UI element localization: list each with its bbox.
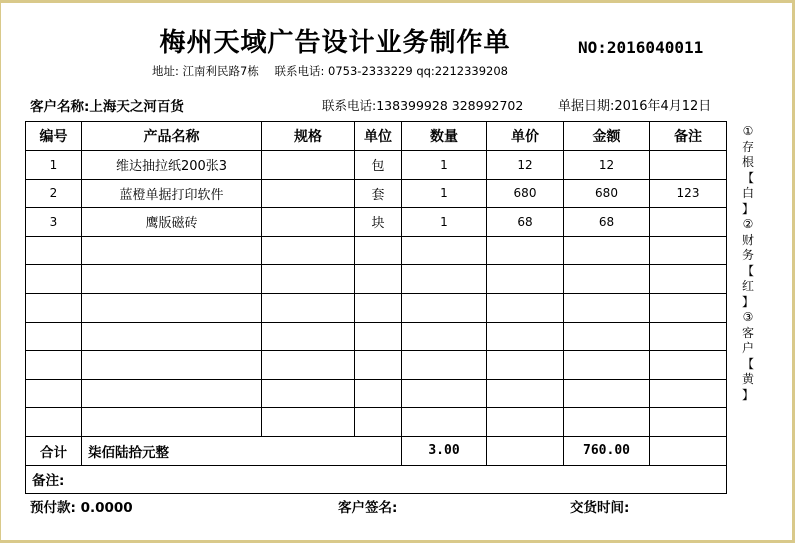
cell-no[interactable] xyxy=(26,322,82,351)
cell-amount[interactable]: 68 xyxy=(564,208,650,237)
remark-row[interactable] xyxy=(26,465,727,493)
cell-note[interactable]: 123 xyxy=(650,179,727,208)
cell-no[interactable] xyxy=(26,236,82,265)
side-note-char: 根 xyxy=(741,155,754,169)
cell-spec[interactable] xyxy=(262,179,355,208)
cell-no[interactable] xyxy=(26,408,82,437)
document-title: 梅州天域广告设计业务制作单 xyxy=(159,28,511,58)
cell-amount[interactable]: 12 xyxy=(564,151,650,180)
cell-unit-price[interactable] xyxy=(487,293,564,322)
cell-product-name[interactable] xyxy=(82,322,262,351)
company-contact: 联系电话: 0753-2333229 qq:2212339208 xyxy=(274,64,508,78)
side-note-char: ② xyxy=(742,217,754,231)
cell-unit-price[interactable] xyxy=(487,265,564,294)
cell-note[interactable] xyxy=(650,208,727,237)
remark-label[interactable]: 备注: xyxy=(26,465,727,493)
window-frame-left xyxy=(0,0,1,543)
cell-note[interactable] xyxy=(650,151,727,180)
prepaid-amount: 预付款: 0.0000 xyxy=(30,500,133,516)
side-note-char: 客 xyxy=(741,325,754,340)
cell-no[interactable]: 2 xyxy=(26,179,82,208)
side-note-char: 【 xyxy=(741,263,754,278)
total-quantity: 3.00 xyxy=(402,436,487,465)
side-note-char: 务 xyxy=(741,248,754,262)
cell-amount[interactable] xyxy=(564,379,650,408)
side-note-char: 户 xyxy=(741,341,754,355)
cell-spec[interactable] xyxy=(262,293,355,322)
side-note-char: 【 xyxy=(741,356,754,371)
table-row[interactable] xyxy=(26,322,727,351)
cell-quantity[interactable] xyxy=(402,293,487,322)
cell-note[interactable] xyxy=(650,293,727,322)
table-row[interactable] xyxy=(26,208,727,237)
cell-note[interactable] xyxy=(650,379,727,408)
side-note-char: 存 xyxy=(741,139,754,154)
cell-amount[interactable] xyxy=(564,236,650,265)
cell-quantity[interactable] xyxy=(402,351,487,380)
cell-amount[interactable] xyxy=(564,351,650,380)
cell-note[interactable] xyxy=(650,322,727,351)
cell-spec[interactable] xyxy=(262,151,355,180)
cell-product-name[interactable] xyxy=(82,236,262,265)
cell-unit-price[interactable] xyxy=(487,408,564,437)
cell-unit-price[interactable] xyxy=(487,322,564,351)
total-price-blank xyxy=(487,436,564,465)
cell-note[interactable] xyxy=(650,408,727,437)
cell-amount[interactable] xyxy=(564,322,650,351)
table-row[interactable] xyxy=(26,179,727,208)
document-date: 单据日期:2016年4月12日 xyxy=(558,99,712,114)
table-row[interactable] xyxy=(26,379,727,408)
cell-product-name[interactable] xyxy=(82,351,262,380)
cell-product-name[interactable]: 维达抽拉纸200张3 xyxy=(82,151,262,180)
cell-quantity[interactable] xyxy=(402,322,487,351)
side-note-char: 红 xyxy=(741,279,754,293)
delivery-time-label: 交货时间: xyxy=(570,500,630,516)
cell-amount[interactable] xyxy=(564,265,650,294)
cell-spec[interactable] xyxy=(262,208,355,237)
table-row[interactable] xyxy=(26,151,727,180)
cell-product-name[interactable]: 鹰版磁砖 xyxy=(82,208,262,237)
cell-spec[interactable] xyxy=(262,322,355,351)
cell-unit[interactable]: 块 xyxy=(355,208,402,237)
cell-quantity[interactable]: 1 xyxy=(402,151,487,180)
order-table xyxy=(25,121,727,494)
cell-product-name[interactable]: 蓝橙单据打印软件 xyxy=(82,179,262,208)
cell-no[interactable]: 3 xyxy=(26,208,82,237)
side-note-char: 财 xyxy=(741,232,754,247)
cell-note[interactable] xyxy=(650,265,727,294)
cell-amount[interactable] xyxy=(564,293,650,322)
header-product-name: 产品名称 xyxy=(82,122,262,151)
cell-no[interactable] xyxy=(26,293,82,322)
header-quantity: 数量 xyxy=(402,122,487,151)
side-note-char: 【 xyxy=(741,170,754,185)
total-amount-in-words: 柒佰陆拾元整 xyxy=(82,436,402,465)
table-row[interactable] xyxy=(26,408,727,437)
total-amount: 760.00 xyxy=(564,436,650,465)
cell-note[interactable] xyxy=(650,351,727,380)
copy-distribution-note xyxy=(739,124,757,403)
side-note-char: ① xyxy=(742,124,754,138)
header-no: 编号 xyxy=(26,122,82,151)
cell-quantity[interactable] xyxy=(402,408,487,437)
cell-product-name[interactable] xyxy=(82,293,262,322)
table-row[interactable] xyxy=(26,236,727,265)
cell-spec[interactable] xyxy=(262,265,355,294)
customer-phone: 联系电话:138399928 328992702 xyxy=(322,98,524,113)
cell-no[interactable] xyxy=(26,351,82,380)
table-row[interactable] xyxy=(26,265,727,294)
cell-quantity[interactable] xyxy=(402,265,487,294)
cell-amount[interactable] xyxy=(564,408,650,437)
cell-quantity[interactable] xyxy=(402,236,487,265)
header-note: 备注 xyxy=(650,122,727,151)
total-label: 合计 xyxy=(26,436,82,465)
customer-name: 客户名称:上海天之河百货 xyxy=(30,99,184,115)
header-spec: 规格 xyxy=(262,122,355,151)
document-number: NO:2016040011 xyxy=(578,38,704,57)
side-note-char: 】 xyxy=(741,387,754,402)
cell-unit-price[interactable]: 12 xyxy=(487,151,564,180)
side-note-char: 白 xyxy=(741,186,754,200)
table-row[interactable] xyxy=(26,293,727,322)
cell-quantity[interactable]: 1 xyxy=(402,208,487,237)
cell-amount[interactable]: 680 xyxy=(564,179,650,208)
company-contact-line xyxy=(152,63,520,79)
cell-unit-price[interactable] xyxy=(487,236,564,265)
cell-unit[interactable] xyxy=(355,408,402,437)
cell-unit-price[interactable]: 68 xyxy=(487,208,564,237)
cell-unit[interactable] xyxy=(355,236,402,265)
cell-no[interactable]: 1 xyxy=(26,151,82,180)
cell-unit[interactable]: 套 xyxy=(355,179,402,208)
cell-spec[interactable] xyxy=(262,236,355,265)
cell-spec[interactable] xyxy=(262,351,355,380)
header-amount: 金额 xyxy=(564,122,650,151)
cell-quantity[interactable]: 1 xyxy=(402,179,487,208)
table-header-row xyxy=(26,122,727,151)
cell-unit[interactable] xyxy=(355,293,402,322)
cell-product-name[interactable] xyxy=(82,379,262,408)
header-unit: 单位 xyxy=(355,122,402,151)
side-note-char: 】 xyxy=(741,294,754,309)
cell-spec[interactable] xyxy=(262,408,355,437)
cell-note[interactable] xyxy=(650,236,727,265)
header-unit-price: 单价 xyxy=(487,122,564,151)
cell-quantity[interactable] xyxy=(402,379,487,408)
cell-unit[interactable]: 包 xyxy=(355,151,402,180)
side-note-char: ③ xyxy=(742,310,754,324)
cell-product-name[interactable] xyxy=(82,265,262,294)
cell-unit[interactable] xyxy=(355,379,402,408)
cell-unit-price[interactable] xyxy=(487,379,564,408)
cell-no[interactable] xyxy=(26,379,82,408)
cell-unit-price[interactable]: 680 xyxy=(487,179,564,208)
side-note-char: 】 xyxy=(741,201,754,216)
side-note-char: 黄 xyxy=(741,372,754,386)
cell-spec[interactable] xyxy=(262,379,355,408)
cell-unit[interactable] xyxy=(355,322,402,351)
window-frame-top xyxy=(0,0,795,3)
cell-product-name[interactable] xyxy=(82,408,262,437)
company-address: 地址: 江南利民路7栋 xyxy=(152,64,259,78)
cell-unit[interactable] xyxy=(355,265,402,294)
cell-unit[interactable] xyxy=(355,351,402,380)
customer-signature-label: 客户签名: xyxy=(338,500,398,516)
cell-unit-price[interactable] xyxy=(487,351,564,380)
cell-no[interactable] xyxy=(26,265,82,294)
total-note-blank xyxy=(650,436,727,465)
total-row xyxy=(26,436,727,465)
table-row[interactable] xyxy=(26,351,727,380)
